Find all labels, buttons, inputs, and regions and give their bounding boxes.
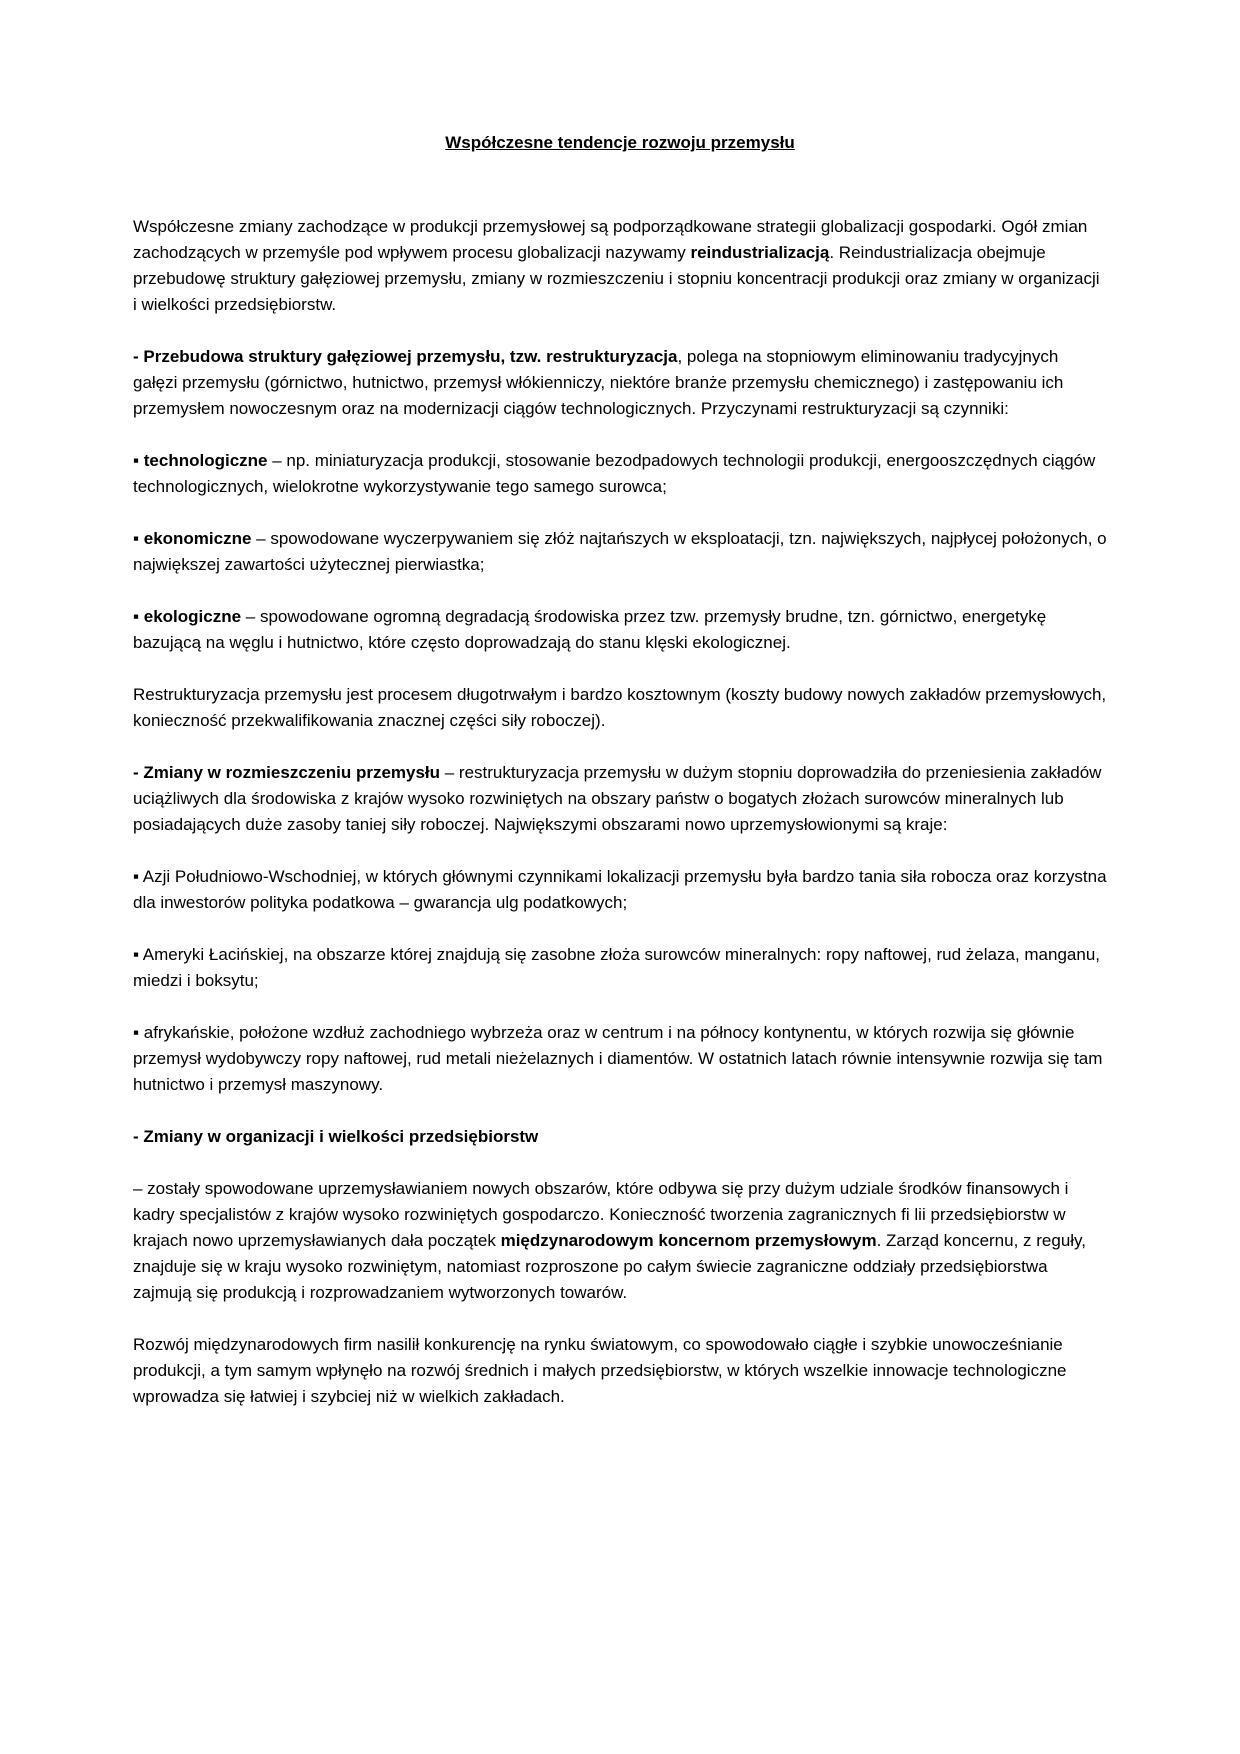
paragraph (133, 344, 1107, 422)
text-run: ▪ (133, 607, 144, 626)
paragraph (133, 760, 1107, 838)
paragraph (133, 1332, 1107, 1410)
bold-text-run: technologiczne (143, 451, 268, 470)
document-title: Współczesne tendencje rozwoju przemysłu (445, 133, 795, 152)
text-run: – zostały spowodowane uprzemysławianiem nowych obszarów, które odbywa się przy dużym udziale środków finansowych i kadry specjalistów z krajów wysoko rozwiniętych gospodarczo. Konieczność tworzenia zagranicznych fi lii przedsiębiorstw w krajach nowo uprzemysławianych dała początek (133, 1179, 1069, 1250)
section-heading (133, 1124, 1107, 1150)
bullet-item (133, 526, 1107, 578)
bullet-item (133, 448, 1107, 500)
text-run: . Reindustrializacja obejmuje przebudowę struktury gałęziowej przemysłu, zmiany w rozmieszczeniu i stopniu koncentracji produkcji oraz zmiany w organizacji i wielkości przedsiębiorstw. (133, 243, 1100, 314)
bullet-item (133, 864, 1107, 916)
bold-text-run: reindustrializacją (690, 243, 830, 262)
text-run: Współczesne zmiany zachodzące w produkcji przemysłowej są podporządkowane strategii globalizacji gospodarki. Ogół zmian zachodzących w przemyśle pod wpływem procesu globalizacji nazywamy (133, 217, 1088, 262)
paragraph (133, 1176, 1107, 1306)
bullet-item (133, 604, 1107, 656)
text-run: ▪ afrykańskie, położone wzdłuż zachodniego wybrzeża oraz w centrum i na północy kontynentu, w których rozwija się głównie przemysł wydobywczy ropy naftowej, rud metali nieżelaznych i diamentów. W ostatnich latach równie intensywnie rozwija się tam hutnictwo i przemysł maszynowy. (133, 1023, 1103, 1094)
text-run: ▪ (133, 529, 144, 548)
text-run: – restrukturyzacja przemysłu w dużym stopniu doprowadziła do przeniesienia zakładów uciążliwych dla środowiska z krajów wysoko rozwiniętych na obszary państw o bogatych złożach surowców mineralnych lub posiadających duże zasoby taniej siły roboczej. Największymi obszarami nowo uprzemysłowionymi są kraje: (133, 763, 1102, 834)
bold-text-run: - Zmiany w organizacji i wielkości przedsiębiorstw (133, 1127, 539, 1146)
text-run: Rozwój międzynarodowych firm nasilił konkurencję na rynku światowym, co spowodowało ciągłe i szybkie unowocześnianie produkcji, a tym samym wpłynęło na rozwój średnich i małych przedsiębiorstw, w których wszelkie innowacje technologiczne wprowadza się łatwiej i szybciej niż w wielkich zakładach. (133, 1335, 1067, 1406)
text-run: ▪ Azji Południowo-Wschodniej, w których głównymi czynnikami lokalizacji przemysłu była bardzo tania siła robocza oraz korzystna dla inwestorów polityka podatkowa – gwarancja ulg podatkowych; (133, 867, 1107, 912)
bold-text-run: - Zmiany w rozmieszczeniu przemysłu (133, 763, 441, 782)
text-run: – np. miniaturyzacja produkcji, stosowanie bezodpadowych technologii produkcji, energooszczędnych ciągów technologicznych, wielokrotne wykorzystywanie tego samego surowca; (133, 451, 1096, 496)
bold-text-run: - Przebudowa struktury gałęziowej przemysłu, tzw. restrukturyzacja (133, 347, 678, 366)
bold-text-run: ekonomiczne (143, 529, 252, 548)
text-run: Restrukturyzacja przemysłu jest procesem długotrwałym i bardzo kosztownym (koszty budowy nowych zakładów przemysłowych, konieczność przekwalifikowania znacznej części siły roboczej). (133, 685, 1107, 730)
bold-text-run: międzynarodowym koncernom przemysłowym (500, 1231, 877, 1250)
text-run: – spowodowane wyczerpywaniem się złóż najtańszych w eksploatacji, tzn. największych, najpłycej położonych, o największej zawartości użytecznej pierwiastka; (133, 529, 1107, 574)
text-run: ▪ (133, 451, 144, 470)
bold-text-run: ekologiczne (143, 607, 242, 626)
text-run: . Zarząd koncernu, z reguły, znajduje się w kraju wysoko rozwiniętym, natomiast rozproszone po całym świecie zagraniczne oddziały przedsiębiorstwa zajmują się produkcją i rozprowadzaniem wytworzonych towarów. (133, 1231, 1087, 1302)
text-run: , polega na stopniowym eliminowaniu tradycyjnych gałęzi przemysłu (górnictwo, hutnictwo, przemysł włókienniczy, niektóre branże przemysłu chemicznego) i zastępowaniu ich przemysłem nowoczesnym oraz na modernizacji ciągów technologicznych. Przyczynami restrukturyzacji są czynniki: (133, 347, 1064, 418)
text-run: ▪ Ameryki Łacińskiej, na obszarze której znajdują się zasobne złoża surowców mineralnych: ropy naftowej, rud żelaza, manganu, miedzi i boksytu; (133, 945, 1101, 990)
paragraph (133, 682, 1107, 734)
document-body (133, 214, 1107, 1410)
bullet-item (133, 1020, 1107, 1098)
bullet-item (133, 942, 1107, 994)
text-run: – spowodowane ogromną degradacją środowiska przez tzw. przemysły brudne, tzn. górnictwo, energetykę bazującą na węglu i hutnictwo, które często doprowadzają do stanu klęski ekologicznej. (133, 607, 1047, 652)
paragraph (133, 214, 1107, 318)
